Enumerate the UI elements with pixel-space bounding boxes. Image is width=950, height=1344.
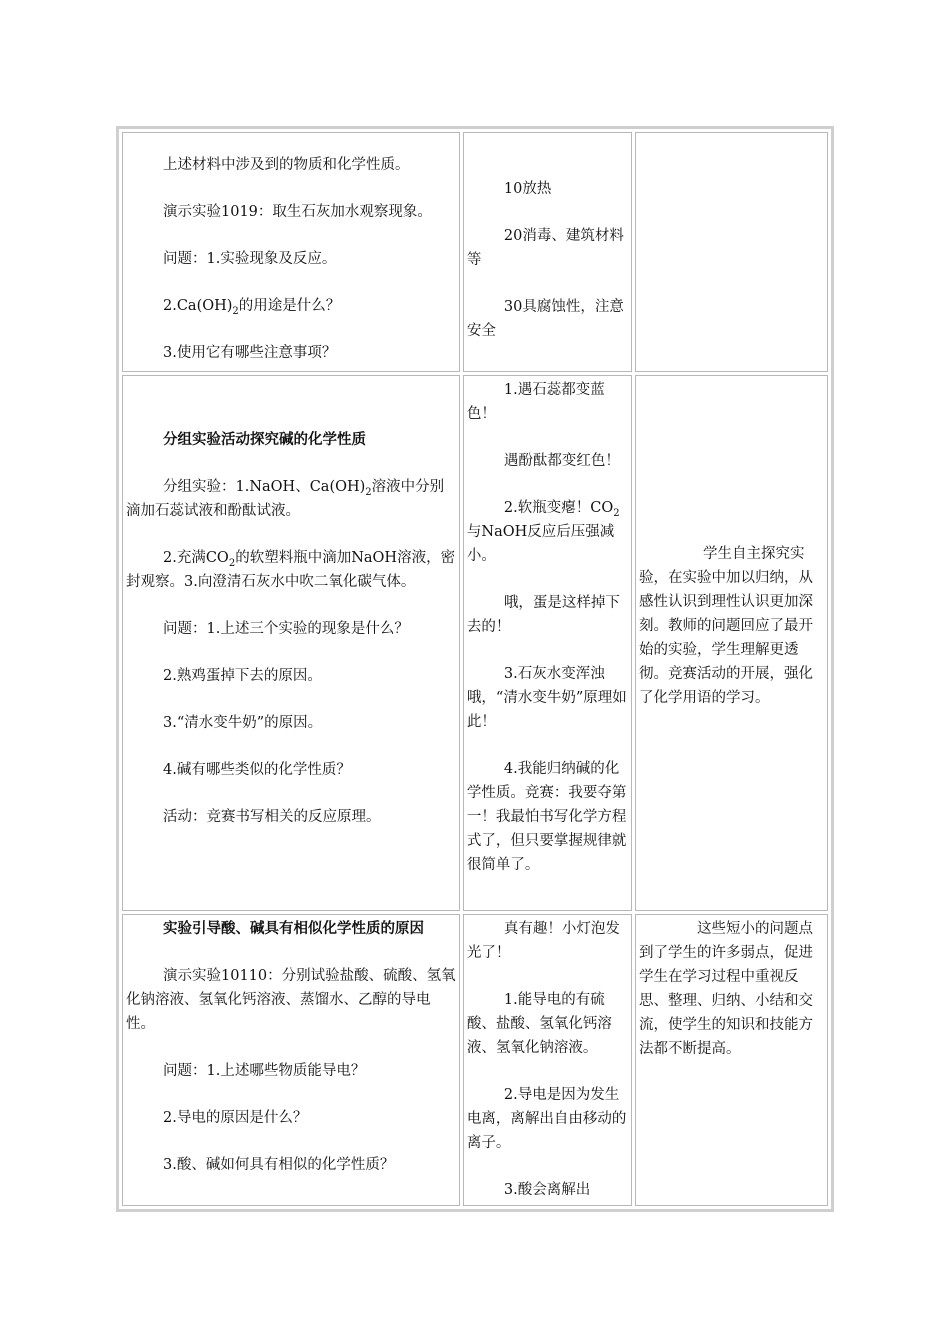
student-activity-cell [463, 375, 632, 911]
paragraph: 4.碱有哪些类似的化学性质？ [163, 762, 351, 778]
paragraph: 遇酚酞都变红色！ [503, 453, 620, 469]
design-intent-cell [635, 375, 828, 911]
paragraph: 问题：1.上述三个实验的现象是什么？ [163, 621, 409, 637]
paragraph: 演示实验1019：取生石灰加水观察现象。 [163, 204, 432, 220]
lesson-plan-table [116, 126, 834, 1212]
paragraph: 2.导电的原因是什么？ [163, 1110, 308, 1126]
paragraph: $2.Ca(OH)_2$的用途是什么？ [163, 298, 341, 317]
empty-cell-text [636, 133, 827, 139]
paragraph: 1.能导电的有硫酸、盐酸、氢氧化钙溶液、氢氧化钠溶液。 [466, 992, 612, 1056]
paragraph: 1.遇石蕊都变蓝色！ [466, 382, 605, 422]
paragraph: 问题：1.实验现象及反应。 [163, 251, 337, 267]
paragraph: 3.酸会离解出 [503, 1182, 591, 1198]
paragraph: 10放热 [503, 181, 552, 197]
table-row [122, 375, 828, 911]
paragraph: 这些短小的问题点到了学生的许多弱点，促进学生在学习过程中重视反思、整理、归纳、小结和交流，使学生的知识和技能方法都不断提高。 [639, 921, 813, 1057]
paragraph: 学生自主探究实验，在实验中加以归纳，从感性认识到理性认识更加深刻。教师的问题回应了最开始的实验，学生理解更透彻。竞赛活动的开展，强化了化学用语的学习。 [639, 546, 813, 706]
paragraph: 30具腐蚀性，注意安全 [466, 299, 624, 339]
paragraph: 3.酸、碱如何具有相似的化学性质？ [163, 1157, 395, 1173]
teacher-activity-cell [122, 914, 460, 1206]
paragraph: 演示实验10110：分别试验盐酸、硫酸、氢氧化钠溶液、氢氧化钙溶液、蒸馏水、乙醇的导电性。 [126, 968, 456, 1032]
paragraph: 4.我能归纳碱的化学性质。竞赛：我要夺第一！我最怕书写化学方程式了，但只要掌握规律就很简单了。 [466, 761, 627, 873]
design-intent-cell [635, 914, 828, 1206]
student-activity-cell [463, 132, 632, 372]
paragraph: 上述材料中涉及到的物质和化学性质。 [163, 157, 410, 173]
teacher-activity-cell [122, 132, 460, 372]
table-row [122, 914, 828, 1206]
paragraph: 2.软瓶变瘪！$CO_2$与NaOH反应后压强减小。 [466, 500, 620, 564]
section-heading: 分组实验活动探究碱的化学性质 [163, 432, 366, 448]
paragraph: 2.充满$CO_2$的软塑料瓶中滴加NaOH溶液，密封观察。3.向澄清石灰水中吹二氧化碳气体。 [126, 550, 456, 590]
paragraph: 2.导电是因为发生电离，离解出自由移动的离子。 [466, 1087, 627, 1151]
paragraph: 3.使用它有哪些注意事项？ [163, 345, 337, 361]
teacher-activity-cell [122, 375, 460, 911]
paragraph: 问题：1.上述哪些物质能导电？ [163, 1063, 366, 1079]
student-activity-cell [463, 914, 632, 1206]
paragraph: 哦，蛋是这样掉下去的！ [466, 595, 620, 635]
section-heading: 实验引导酸、碱具有相似化学性质的原因 [163, 921, 424, 937]
paragraph: 3.“清水变牛奶”的原因。 [163, 715, 323, 731]
paragraph: 活动：竞赛书写相关的反应原理。 [163, 809, 381, 825]
paragraph: 真有趣！小灯泡发光了！ [466, 921, 620, 961]
paragraph: 20消毒、建筑材料等 [466, 228, 624, 268]
paragraph: 分组实验：1.NaOH、$Ca(OH)_2$溶液中分别滴加石蕊试液和酚酞试液。 [126, 479, 445, 519]
design-intent-cell [635, 132, 828, 372]
paragraph: 2.熟鸡蛋掉下去的原因。 [163, 668, 322, 684]
paragraph: 3.石灰水变浑浊哦，“清水变牛奶”原理如此！ [466, 666, 627, 730]
table-row [122, 132, 828, 372]
